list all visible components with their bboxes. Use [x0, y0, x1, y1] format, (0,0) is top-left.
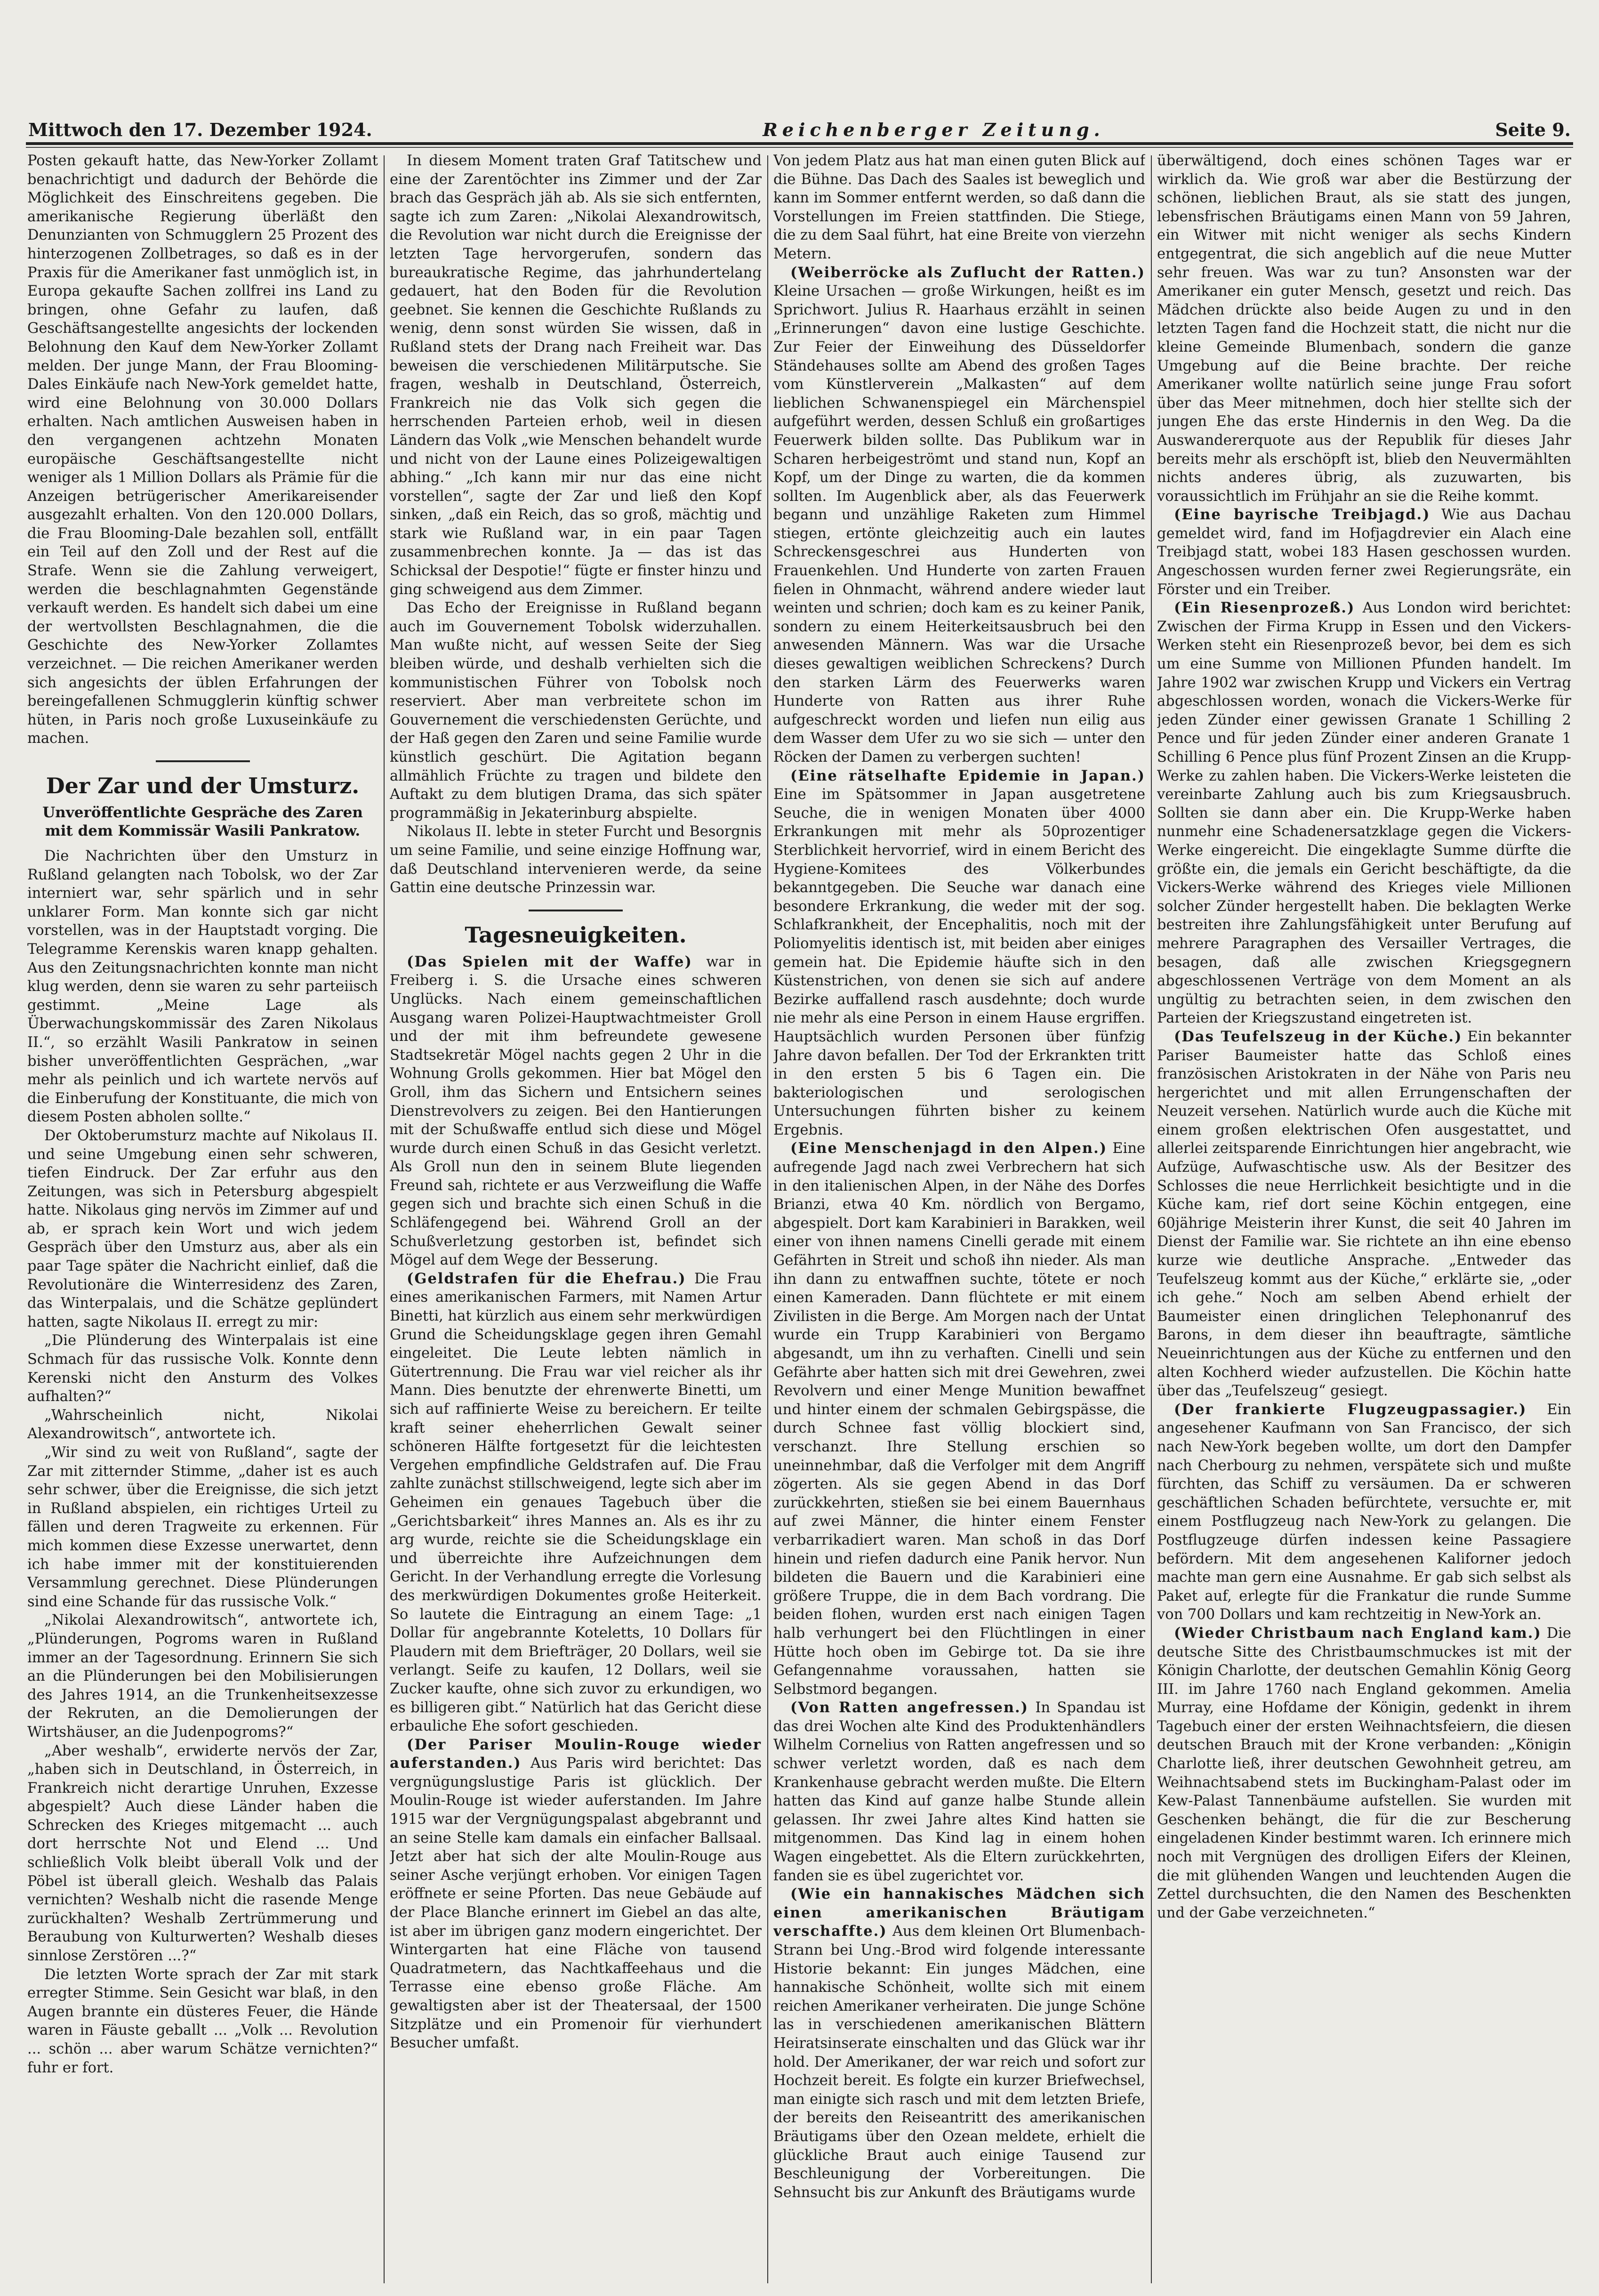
- news-text: Ein bekannter Pariser Baumeister hatte das Schloß eines französischen Aristokraten in der Nähe von Paris neu hergerichtet und mit allen Errungenschaften der Neuzeit versehen. Natürlich wurde auch die Küche mit einem großen elektrischen Ofen ausgestattet, und allerlei zeitsparende Einrichtungen hier angebracht, wie Aufzüge, Aufwaschtische usw. Als der Besitzer des Schlosses die neue Herrlichkeit besichtigte und in die Küche kam, rief dort seine Köchin entgegen, eine 60jährige Meisterin ihrer Kunst, die seit 40 Jahren im Dienst der Familie war. Sie richtete an ihn eine ebenso kurze wie deutliche Ansprache. „Entweder das Teufelszeug kommt aus der Küche,“ erklärte sie, „oder ich gehe.“ Noch am selben Abend erhielt der Baumeister einen dringlichen Telephonanruf des Barons, in dem dieser ihn beauftragte, sämtliche Neueinrichtungen aus der Küche zu entfernen und den alten Kochherd wieder aufzustellen. Die Köchin hatte über das „Teufelszeug“ gesiegt.: [1157, 1028, 1571, 1400]
- article-paragraph: „Wir sind zu weit von Rußland“, sagte der Zar mit zitternder Stimme, „daher ist es auch sehr schwer, über die Ereignisse, die sich jetzt in Rußland abspielen, ein richtiges Urteil zu fällen und deren Tragweite zu erkennen. Für mich kommen diese Exzesse unerwartet, denn ich habe immer mit der konstituierenden Versammlung gerechnet. Diese Plünderungen sind eine Schande für das russische Volk.“: [27, 1444, 378, 1610]
- article-paragraph: Der Oktoberumsturz machte auf Nikolaus II. und seine Umgebung einen sehr schweren, tiefen Eindruck. Der Zar erfuhr aus den Zeitungen, was sich in Petersburg abgespielt hatte. Nikolaus ging nervös im Zimmer auf und ab, er sprach kein Wort und wich jedem Gespräch über den Umsturz aus, aber als ein paar Tage später die Nachricht einlief, daß die Revolutionäre die Winterresidenz des Zaren, das Winterpalais, und die Schätze geplündert hatten, sagte Nikolaus II. erregt zu mir:: [27, 1127, 378, 1330]
- news-rubric: (Das Teufelszeug in der Küche.): [1174, 1028, 1462, 1045]
- news-rubric: (Der Pariser Moulin-Rouge wieder auferstanden.): [390, 1736, 762, 1772]
- news-text: war in Freiberg i. S. die Ursache eines schweren Unglücks. Nach einem gemeinschaftlichen Ausgang waren Polizei-Hauptwachtmeister Groll und der mit ihm befreundete gewesene Stadtsekretär Mögel nachts gegen 2 Uhr in die Wohnung Grolls gekommen. Hier bat Mögel den Groll, ihm das Sichern und Entsichern seines Dienstrevolvers zu zeigen. Bei den Hantierungen mit der Schußwaffe entlud sich diese und Mögel wurde durch einen Schuß in das Gesicht verletzt. Als Groll nun den in seinem Blute liegenden Freund sah, richtete er aus Verzweiflung die Waffe gegen sich und brachte sich einen Schuß in die Schläfengegend bei. Während Groll an der Schußverletzung gestorben ist, befindet sich Mögel auf dem Wege der Besserung.: [390, 953, 762, 1269]
- news-rubric: (Ein Riesenprozeß.): [1174, 599, 1355, 617]
- article-paragraph: Die Nachrichten über den Umsturz in Rußland gelangten nach Tobolsk, wo der Zar interniert war, sehr spärlich und in sehr unklarer Form. Man konnte sich gar nicht vorstellen, was in der Hauptstadt vorging. Die Telegramme Kerenskis waren knapp gehalten. Aus den Zeitungsnachrichten konnte man nicht klug werden, denn sie waren zu sehr parteiisch gestimmt. „Meine Lage als Überwachungskommissär des Zaren Nikolaus II.“, so erzählt Wasili Pankratow in seinen bisher unveröffentlichten Gesprächen, „war mehr als peinlich und ich wartete nervös auf die Einberufung der Konstituante, die mich von diesem Posten abholen sollte.“: [27, 848, 378, 1126]
- news-text: In Spandau ist das drei Wochen alte Kind des Produktenhändlers Wilhelm Cornelius von Ratten angefressen und so schwer verletzt worden, daß es nach dem Krankenhause gebracht werden mußte. Die Eltern hatten das Kind auf ganze halbe Stunde allein gelassen. Ihr zwei Jahre altes Kind hatten sie mitgenommen. Das Kind lag in einem hohen Wagen eingebettet. Als die Eltern zurückkehrten, fanden sie es übel zugerichtet vor.: [773, 1700, 1145, 1884]
- news-rubric: (Wie ein hannakisches Mädchen sich einen amerikanischen Bräutigam verschaffte.): [773, 1885, 1145, 1940]
- article-paragraph: „Die Plünderung des Winterpalais ist eine Schmach für das russische Volk. Konnte denn Kerenski nicht den Ansturm des Volkes aufhalten?“: [27, 1332, 378, 1405]
- article-text: Posten gekauft hatte, das New-Yorker Zollamt benachrichtigt und dadurch der Behörde die Möglichkeit des Einschreitens gegeben. Die amerikanische Regierung überläßt den Denunzianten von Schmugglern 25 Prozent des hinterzogenen Zollbetrages, so daß es in der Praxis für die Amerikaner fast unmöglich ist, in Europa gekaufte Sachen zollfrei ins Land zu bringen, ohne Gefahr zu laufen, daß Geschäftsangestellte angesichts der lockenden Belohnung den Kauf dem New-Yorker Zollamt melden. Der junge Mann, der Frau Blooming-Dales Einkäufe nach New-York gemeldet hatte, wird eine Belohnung von 30.000 Dollars erhalten. Nach amtlichen Ausweisen haben in den vergangenen achtzehn Monaten europäische Geschäftsangestellte nicht weniger als 1 Million Dollars als Prämie für die Anzeigen betrügerischer Amerikareisender ausgezahlt erhalten. Von den 120.000 Dollars, die Frau Blooming-Dale bezahlen soll, entfällt ein Teil auf den Zoll und der Rest auf die Strafe. Wenn sie die Zahlung verweigert, werden die beschlagnahmten Gegenstände verkauft werden. Es handelt sich dabei um eine der wertvollsten Beschlagnahmen, die die Geschichte des New-Yorker Zollamtes verzeichnet. — Die reichen Amerikaner werden sich angesichts der üblen Erfahrungen der bereingefallenen Schmugglerin künftig schwer hüten, in Paris noch große Luxuseinkäufe zu machen.: [27, 153, 378, 747]
- article-paragraph: Nikolaus II. lebte in steter Furcht und Besorgnis um seine Familie, und seine einzige Hoffnung war, daß Deutschland intervenieren werde, da seine Gattin eine deutsche Prinzessin war.: [390, 823, 762, 896]
- column-1: [27, 152, 378, 2289]
- news-text: Eine aufregende Jagd nach zwei Verbrechern hat sich in den italienischen Alpen, in der Nähe des Dorfes Brianzi, etwa 40 Km. nördlich von Bergamo, abgespielt. Dort kam Karabinieri in Barakken, weil einer von ihnen namens Cinelli gerade mit einem Gefährten in Streit und schoß ihn nieder. Als man ihn dann zu entwaffnen suchte, tötete er noch einen Kameraden. Dann flüchtete er mit einem Zivilisten in die Berge. Am Morgen nach der Untat wurde ein Trupp Karabinieri von Bergamo abgesandt, um ihn zu verhaften. Cinelli und sein Gefährte aber hatten sich mit drei Gewehren, zwei Revolvern und einer Menge Munition bewaffnet und hinter einem der schmalen Gebirgspässe, die durch Schnee fast völlig blockiert sind, verschanzt. Ihre Stellung erschien so uneinnehmbar, daß die Verfolger mit dem Angriff zögerten. Als sie gegen Abend in das Dorf zurückkehrten, stießen sie bei einem Bauernhaus auf zwei Männer, die hinter einem Fenster verbarrikadiert waren. Man schoß in das Dorf hinein und riefen dadurch eine Panik hervor. Nun bildeten die Bauern und die Karabinieri eine größere Truppe, die in dem Bach vordrang. Die beiden flohen, wurden erst nach einigen Tagen halb verhungert bei den Flüchtlingen in einer Hütte hoch oben im Gebirge tot. Da sie ihre Gefangennahme voraussahen, hatten sie Selbstmord begangen.: [773, 1140, 1145, 1698]
- news-text: Wie aus Dachau gemeldet wird, fand im Hofjagdrevier ein Alach eine Treibjagd statt, wobei 183 Hasen geschossen wurden. Angeschossen wurden ferner zwei Regierungsräte, ein Förster und ein Treiber.: [1157, 507, 1571, 598]
- news-text: Aus London wird berichtet: Zwischen der Firma Krupp in Essen und den Vickers-Werken steht ein Riesenprozeß bevor, bei dem es sich um eine Summe von Millionen Pfunden handelt. Im Jahre 1902 war zwischen Krupp und Vickers ein Vertrag abgeschlossen worden, wonach die Vickers-Werke für jeden Zünder einer gewissen Granate 1 Schilling 2 Pence und für jeden Zünder einer anderen Granate 1 Schilling 6 Pence plus fünf Prozent Zinsen an die Krupp-Werke zu zahlen haben. Die Vickers-Werke leisteten die vereinbarte Zahlung auch bis zum Kriegsausbruch. Sollten sie dann aber ein. Die Krupp-Werke haben nunmehr eine Schadenersatzklage gegen die Vickers-Werke eingereicht. Die eingeklagte Summe dürfte die größte ein, die jemals ein Gericht beschäftigte, da die Vickers-Werke während des Krieges viele Millionen solcher Zünder hergestellt haben. Die beklagten Werke bestreiten ihre Zahlungsfähigkeit unter Berufung auf mehrere Paragraphen des Versailler Vertrages, die besagen, daß alle zwischen Kriegsgegnern abgeschlossenen Verträge von dem Moment an als ungültig zu betrachten seien, in dem zwischen den Parteien der Kriegszustand eingetreten ist.: [1157, 600, 1571, 1027]
- article-paragraph: „Wahrscheinlich nicht, Nikolai Alexandrowitsch“, antwortete ich.: [27, 1407, 378, 1442]
- issue-date: Mittwoch den 17. Dezember 1924.: [28, 119, 372, 140]
- news-text: überwältigend, doch eines schönen Tages war er wirklich da. Wie groß war aber die Bestürzung der schönen, lieblichen Braut, als sie statt des jungen, lebensfrischen Bräutigams einen Mann von 59 Jahren, ein Witwer mit nicht weniger als sechs Kindern entgegentrat, die sich angeblich auf die neue Mutter sehr freuen. Was war zu tun? Ansonsten war der Amerikaner ein guter Mensch, gesetzt und reich. Das Mädchen drückte also beide Augen zu und in den letzten Tagen fand die Hochzeit statt, die nicht nur die kleine Gemeinde Blumenbach, sondern die ganze Umgebung auf die Beine brachte. Der reiche Amerikaner wollte natürlich seine junge Frau sofort über das Meer mitnehmen, doch hier stellte sich der jungen Ehe das erste Hindernis in den Weg. Da die Auswandererquote aus der Republik für dieses Jahr bereits mehr als erschöpft ist, blieb den Neuvermählten nichts anderes übrig, als zuzuwarten, bis voraussichtlich im Frühjahr an sie die Reihe kommt.: [1157, 153, 1571, 505]
- header-rule-thin: [26, 147, 1573, 148]
- news-rubric: (Geldstrafen für die Ehefrau.): [407, 1270, 686, 1287]
- article-title: Der Zar und der Umsturz.: [46, 773, 360, 798]
- header-rule: [26, 142, 1573, 145]
- page-number: Seite 9.: [1495, 119, 1571, 140]
- news-rubric: (Eine rätselhafte Epidemie in Japan.): [790, 767, 1145, 784]
- article-paragraph: In diesem Moment traten Graf Tatitschew und eine der Zarentöchter ins Zimmer und der Zar brach das Gespräch jäh ab. Als sie sich entfernten, sagte ich zum Zaren: „Nikolai Alexandrowitsch, die Revolution war nicht durch die Ereignisse der letzten Tage hervorgerufen, sondern das bureaukratische Regime, das jahrhundertelang gedauert, hat den Boden für die Revolution geebnet. Sie kennen die Geschichte Rußlands zu wenig, denn sonst würden Sie wissen, daß in Rußland stets der Drang nach Freiheit war. Das beweisen die verschiedenen Militärputsche. Sie fragen, weshalb in Deutschland, Österreich, Frankreich nie das Volk sich gegen die herrschenden Parteien erhob, weil in diesen Ländern das Volk „wie Menschen behandelt wurde und nicht von der Laune eines Polizeigewaltigen abhing.“ „Ich kann mir nur das eine nicht vorstellen“, sagte der Zar und ließ den Kopf sinken, „daß ein Reich, das so groß, mächtig und stark wie Rußland war, in ein paar Tagen zusammenbrechen konnte. Ja — das ist das Schicksal der Despotie!“ fügte er finster hinzu und ging schweigend aus dem Zimmer.: [390, 153, 762, 598]
- news-text: Aus Paris wird berichtet: Das vergnügungslustige Paris ist glücklich. Der Moulin-Rouge ist wieder auferstanden. Im Jahre 1915 war der Vergnügungspalast abgebrannt und an seine Stelle kam damals ein einfacher Ballsaal. Jetzt aber hat sich der alte Moulin-Rouge aus seiner Asche verjüngt erhoben. Vor einigen Tagen eröffnete er seine Pforten. Das neue Gebäude auf der Place Blanche erinnert im Giebel an das alte, ist aber im übrigen ganz modern eingerichtet. Der Wintergarten hat eine Fläche von tausend Quadratmetern, das Nachtkaffeehaus und die Terrasse eine ebenso große Fläche. Am gewaltigsten aber ist der Theatersaal, der 1500 Sitzplätze und ein Promenoir für vierhundert Besucher umfaßt.: [390, 1755, 762, 2052]
- column-divider: [1151, 155, 1152, 2283]
- article-paragraph: Die letzten Worte sprach der Zar mit stark erregter Stimme. Sein Gesicht war blaß, in den Augen brannte ein düsteres Feuer, die Hände waren in Fäuste geballt ... „Volk ... Revolution ... schön ... aber warum Schätze vernichten?“ fuhr er fort.: [27, 1966, 378, 2076]
- news-rubric: (Das Spielen mit der Waffe): [407, 953, 692, 970]
- news-rubric: (Eine bayrische Treibjagd.): [1174, 506, 1430, 524]
- article-subtitle: Unveröffentlichte Gespräche des Zaren mit dem Kommissär Wasili Pankratow.: [42, 804, 363, 839]
- news-text: Die Frau eines amerikanischen Farmers, mit Namen Artur Binetti, hat kürzlich aus einem sehr merkwürdigen Grund die Scheidungsklage gegen ihren Gemahl eingeleitet. Die Leute lebten nämlich in Gütertrennung. Die Frau war viel reicher als ihr Mann. Dies benutzte der ehrenwerte Binetti, um sich auf raffinierte Weise zu bereichern. Er teilte kraft seiner eheherrlichen Gewalt seiner schöneren Hälfte fortgesetzt für die leichtesten Vergehen empfindliche Geldstrafen auf. Die Frau zahlte zunächst stillschweigend, legte sich aber im Geheimen ein genaues Tagebuch über die „Gerichtsbarkeit“ ihres Mannes an. Als es ihr zu arg wurde, reichte sie die Scheidungsklage ein und überreichte ihre Aufzeichnungen dem Gericht. In der Verhandlung erregte die Vorlesung des merkwürdigen Dokumentes große Heiterkeit. So lautete die Eintragung an einem Tage: „1 Dollar für angebrannte Koteletts, 10 Dollars für Plaudern mit dem Briefträger, 20 Dollars, weil sie verlangt. Seife zu kaufen, 12 Dollars, weil sie Zucker kaufte, ohne sich zuvor zu erkundigen, wo es billigeren gibt.“ Natürlich hat das Gericht diese erbauliche Ehe sofort geschieden.: [390, 1270, 762, 1735]
- news-text: Eine im Spätsommer in Japan ausgetretene Seuche, die in wenigen Monaten über 4000 Erkrankungen mit mehr als 50prozentiger Sterblichkeit hervorrief, wird in einem Bericht des Hygiene-Komitees des Völkerbundes bekanntgegeben. Die Seuche war danach eine besondere Erkrankung, die weder mit der sog. Schlafkrankheit, der Encephalitis, noch mit der Poliomyelitis identisch ist, mit beiden aber einiges gemein hat. Die Epidemie häufte sich in den Küstenstrichen, von denen sie sich auf andere Bezirke auffallend rasch ausdehnte; doch wurde nie mehr als eine Person in einem Hause ergriffen. Hauptsächlich wurden Personen über fünfzig Jahre davon befallen. Der Tod der Erkrankten tritt in den ersten 5 bis 6 Tagen ein. Die bakteriologischen und serologischen Untersuchungen führten bisher zu keinem Ergebnis.: [773, 786, 1145, 1138]
- column-4: [1157, 152, 1571, 2289]
- news-rubric: (Von Ratten angefressen.): [790, 1699, 1029, 1716]
- article-paragraph: Das Echo der Ereignisse in Rußland begann auch im Gouvernement Tobolsk widerzuhallen. Man wußte nicht, auf wessen Seite der Sieg bleiben würde, und deshalb verhielten sich die kommunistischen Führer von Tobolsk noch reserviert. Aber man verbreitete schon im Gouvernement die verschiedensten Gerüchte, und der Haß gegen den Zaren und seine Familie wurde künstlich geschürt. Die Agitation begann allmählich Früchte zu tragen und bildete den Auftakt zu dem blutigen Drama, das sich später programmäßig in Jekaterinburg abspielte.: [390, 600, 762, 822]
- news-text: Kleine Ursachen — große Wirkungen, heißt es im Sprichwort. Julius R. Haarhaus erzählt in seinen „Erinnerungen“ davon eine lustige Geschichte. Zur Feier der Einweihung des Düsseldorfer Ständehauses sollte am Abend des großen Tages vom Künstlerverein „Malkasten“ auf dem lieblichen Schwanenspiegel ein Märchenspiel aufgeführt werden, dessen Schluß ein großartiges Feuerwerk bilden sollte. Das Publikum war in Scharen herbeigeströmt und stand nun, Kopf an Kopf, um der Dinge zu warten, die da kommen sollten. Im Augenblick aber, als das Feuerwerk begann und unzählige Raketen zum Himmel stiegen, ertönte gleichzeitig auch ein lautes Schreckensgeschrei aus Hunderten von Frauenkehlen. Und Hunderte von zarten Frauen fielen in Ohnmacht, während andere wieder laut weinten und schrien; doch kam es zu keiner Panik, sondern zu einem Heiterkeitsausbruch bei den anwesenden Männern. Was war die Ursache dieses gewaltigen weiblichen Schreckens? Durch den starken Lärm des Feuerwerks waren Hunderte von Ratten aus ihrer Ruhe aufgeschreckt worden und liefen nun eilig aus dem Wasser dem Ufer zu wo sie sich — unter den Röcken der Damen zu verbergen suchten!: [773, 283, 1145, 765]
- column-2: [390, 152, 762, 2289]
- news-text: Die deutsche Sitte des Christbaumschmuckes ist mit der Königin Charlotte, der deutschen Gemahlin König Georg III. im Jahre 1760 nach England gekommen. Amelia Murray, eine Hofdame der Königin, gedenkt in ihrem Tagebuch einer der ersten Weihnachtsfeiern, die diesen deutschen Brauch mit der Krone verbanden: „Königin Charlotte ließ, ihrer deutschen Gewohnheit getreu, am Weihnachtsabend stets im Buckingham-Palast oder im Kew-Palast Tannenbäume aufstellen. Sie wurden mit Geschenken behängt, die für die zur Bescherung eingeladenen Kinder bestimmt waren. Ich erinnere mich noch mit Vergnügen des drolligen Eifers der Kleinen, die mit glühenden Wangen und leuchtenden Augen die Zettel durchsuchten, die den Namen des Beschenkten und der Gabe verzeichneten.“: [1157, 1625, 1571, 1921]
- article-paragraph: „Aber weshalb“, erwiderte nervös der Zar, „haben sich in Deutschland, in Österreich, in Frankreich nicht derartige Unruhen, Exzesse abgespielt? Auch diese Länder haben die Schrecken des Krieges mitgemacht ... auch dort herrschte Not und Elend ... Und schließlich Volk bleibt überall Volk und der Pöbel ist überall gleich. Weshalb das Palais vernichten? Weshalb nicht die rasende Menge zurückhalten? Weshalb Zertrümmerung und Beraubung von Kulturwerten? Weshalb dieses sinnlose Zerstören ...?“: [27, 1742, 378, 1965]
- article-paragraph: „Nikolai Alexandrowitsch“, antwortete ich, „Plünderungen, Pogroms waren in Rußland immer an der Tagesordnung. Erinnern Sie sich an die Plünderungen bei den Mobilisierungen des Jahres 1914, an die Trunkenheitsexzesse der Rekruten, an die Demolierungen der Wirtshäuser, an die Judenpogroms?“: [27, 1612, 378, 1740]
- news-rubric: (Wieder Christbaum nach England kam.): [1174, 1624, 1542, 1642]
- news-rubric: (Weiberröcke als Zuflucht der Ratten.): [790, 264, 1145, 281]
- masthead: Reichenberger Zeitung.: [763, 119, 1105, 140]
- section-title: Tagesneuigkeiten.: [465, 922, 687, 948]
- news-rubric: (Eine Menschenjagd in den Alpen.): [790, 1140, 1108, 1157]
- column-divider: [384, 155, 385, 2283]
- news-rubric: (Der frankierte Flugzeugpassagier.): [1174, 1401, 1527, 1418]
- page-header: [28, 112, 1571, 140]
- column-divider: [767, 155, 768, 2283]
- news-text: Von jedem Platz aus hat man einen guten Blick auf die Bühne. Das Dach des Saales ist beweglich und kann im Sommer entfernt werden, so daß dann die Vorstellungen im Freien stattfinden. Die Stiege, die zu dem Saal führt, hat eine Breite von vierzehn Metern.: [773, 153, 1145, 262]
- news-text: Aus dem kleinen Ort Blumenbach-Strann bei Ung.-Brod wird folgende interessante Historie bekannt: Ein junges Mädchen, eine hannakische Schönheit, wollte sich mit einem reichen Amerikaner verheiraten. Die junge Schöne las in verschiedenen amerikanischen Blättern Heiratsinserate einschalten und das Glück war ihr hold. Der Amerikaner, der war reich und sofort zur Hochzeit bereit. Es folgte ein kurzer Briefwechsel, man einigte sich rasch und mit dem letzten Briefe, der bereits den Reiseantritt des amerikanischen Bräutigams über den Ozean meldete, erhielt die glückliche Braut auch einige Tausend zur Beschleunigung der Vorbereitungen. Die Sehnsucht bis zur Ankunft des Bräutigams wurde: [773, 1923, 1145, 2201]
- section-divider: [529, 910, 623, 911]
- article-divider: [156, 760, 250, 762]
- news-text: Ein angesehener Kaufmann von San Francisco, der sich nach New-York begeben wollte, um dort den Dampfer nach Cherbourg zu nehmen, verspätete sich und mußte fürchten, das Schiff zu versäumen. Da er schweren geschäftlichen Schaden befürchtete, versuchte er, mit einem Postflugzeug nach New-York zu gelangen. Die Postflugzeuge dürfen indessen keine Passagiere befördern. Mit dem angesehenen Kaliforner jedoch machte man gern eine Ausnahme. Er gab sich selbst als Paket auf, erlegte für die Frankatur die runde Summe von 700 Dollars und kam rechtzeitig in New-York an.: [1157, 1401, 1571, 1623]
- column-3: [773, 152, 1145, 2289]
